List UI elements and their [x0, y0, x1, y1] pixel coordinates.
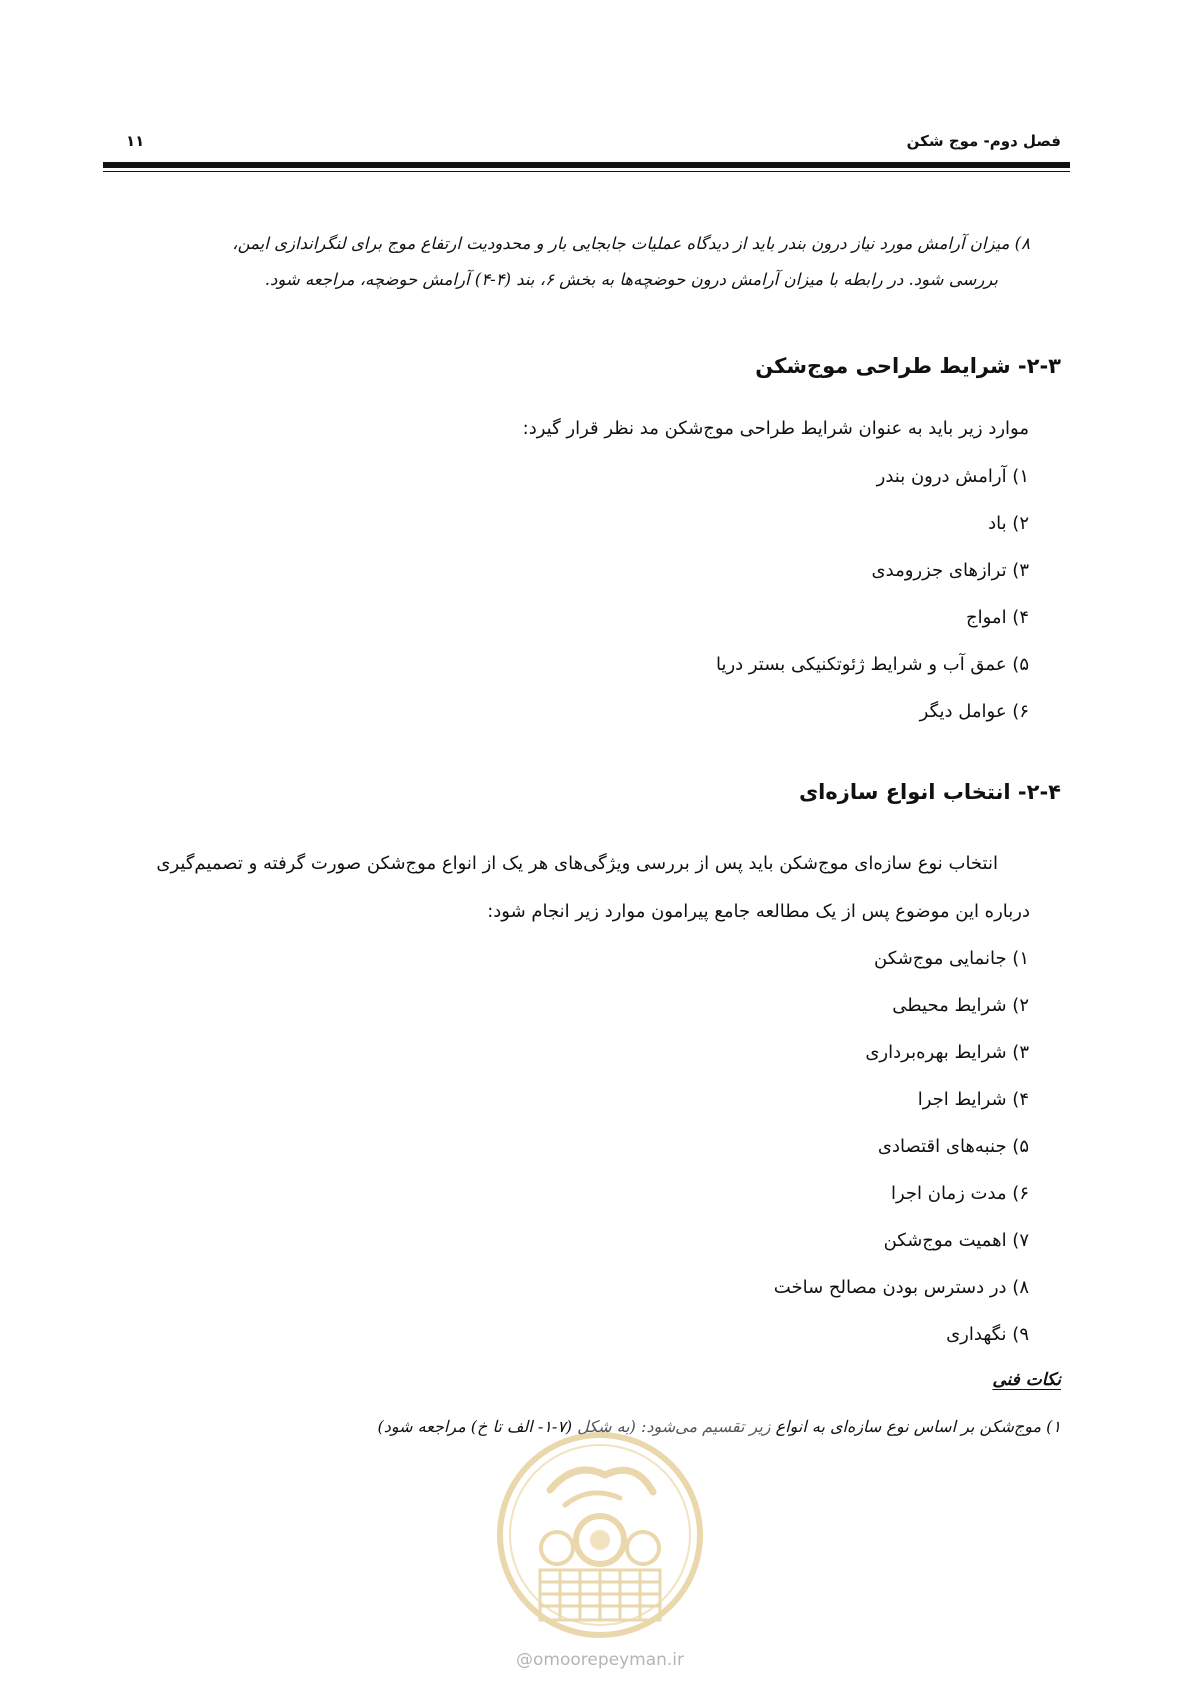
list-item: ۳) ترازهای جزرومدی [871, 560, 1029, 581]
list-item: ۳) شرایط بهره‌برداری [865, 1042, 1029, 1063]
section-2-4-line-2: درباره این موضوع پس از یک مطالعه جامع پیرامون موارد زیر انجام شود: [487, 901, 1030, 922]
section-2-4-line-1: انتخاب نوع سازه‌ای موج‌شکن باید پس از بررسی ویژگی‌های هر یک از انواع موج‌شکن صورت گرفته و تصمیم‌گیری [156, 853, 998, 874]
section-2-3-heading: ۲-۳- شرایط طراحی موج‌شکن [755, 354, 1061, 378]
list-item: ۲) باد [988, 513, 1029, 534]
technical-note-1-part-3: (۷-۱- الف تا خ) مراجعه شود) [377, 1417, 578, 1436]
note-8-line-1: ۸) میزان آرامش مورد نیاز درون بندر باید از دیدگاه عملیات جابجایی بار و محدودیت ارتفاع موج برای لنگراندازی ایمن، [232, 234, 1030, 253]
watermark-url: @omoorepeyman.ir [515, 1650, 685, 1670]
list-item: ۵) جنبه‌های اقتصادی [877, 1136, 1029, 1157]
list-item: ۱) آرامش درون بندر [876, 466, 1029, 487]
list-item: ۷) اهمیت موج‌شکن [883, 1230, 1029, 1251]
chapter-title: فصل دوم- موج شکن [906, 132, 1061, 150]
list-item: ۴) شرایط اجرا [917, 1089, 1029, 1110]
note-8-paragraph [110, 226, 1030, 298]
section-2-4-paragraph [110, 840, 1030, 936]
section-2-4-heading: ۲-۴- انتخاب انواع سازه‌ای [798, 780, 1061, 804]
list-item: ۲) شرایط محیطی [892, 995, 1029, 1016]
technical-note-1-part-2: زیر تقسیم می‌شود: (به شکل [577, 1417, 771, 1436]
list-item: ۶) مدت زمان اجرا [891, 1183, 1029, 1204]
list-item: ۸) در دسترس بودن مصالح ساخت [773, 1277, 1029, 1298]
header-rule [103, 162, 1070, 168]
technical-note-1 [378, 1417, 1061, 1436]
list-item: ۵) عمق آب و شرایط ژئوتکنیکی بستر دریا [715, 654, 1029, 675]
list-item: ۶) عوامل دیگر [919, 701, 1029, 722]
note-8-line-2: بررسی شود. در رابطه با میزان آرامش درون حوضچه‌ها به بخش ۶، بند (۴-۴) آرامش حوضچه، مراجعه شود. [264, 270, 998, 289]
list-item: ۱) جانمایی موج‌شکن [874, 948, 1029, 969]
list-item: ۴) امواج [966, 607, 1029, 628]
technical-note-1-part-1: ۱) موج‌شکن بر اساس نوع سازه‌ای به انواع [770, 1417, 1061, 1436]
header-rule-thin [103, 171, 1070, 172]
section-2-3-intro: موارد زیر باید به عنوان شرایط طراحی موج‌شکن مد نظر قرار گیرد: [522, 418, 1029, 439]
list-item: ۹) نگهداری [946, 1324, 1029, 1345]
technical-notes-heading: نکات فنی [992, 1370, 1061, 1390]
page-number: ۱۱ [126, 132, 145, 150]
watermark-logo-icon [495, 1430, 705, 1640]
